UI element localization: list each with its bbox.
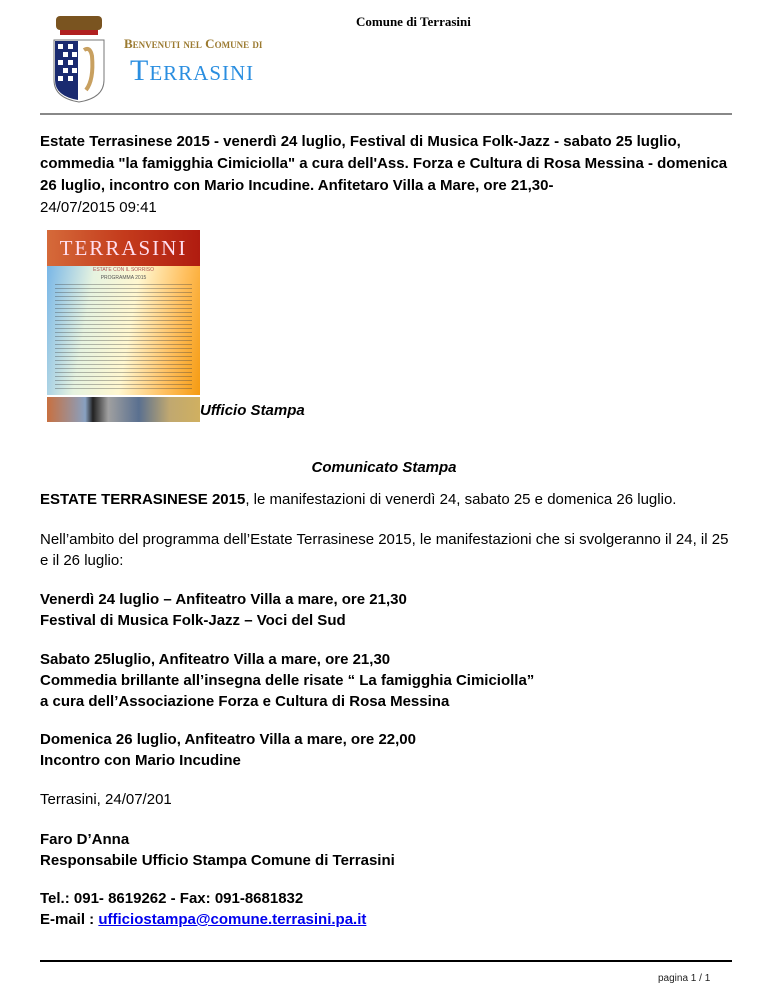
logo-line1: Benvenuti nel Comune di (124, 36, 263, 51)
article-title: Estate Terrasinese 2015 - venerdì 24 luglio, Festival di Musica Folk-Jazz - sabato 25 luglio, commedia "la famigghia Cimiciolla" a cura dell'Ass. Forza e Cultura di Rosa Messina - domenica 26 luglio, incontro con Mario Incudine. Anfitetaro Villa a Mare, ore 21,30- (40, 133, 728, 194)
email-link[interactable]: ufficiostampa@comune.terrasini.pa.it (98, 911, 367, 928)
event-line: Commedia brillante all’insegna delle risate “ La famigghia Cimiciolla” (40, 672, 535, 689)
logo-line2: Terrasini (130, 54, 255, 87)
intro-rest: , le manifestazioni di venerdì 24, sabato 25 e domenica 26 luglio. (245, 491, 677, 508)
event-line: Incontro con Mario Incudine (40, 752, 241, 769)
terrasini-logo (50, 10, 320, 110)
intro (40, 489, 730, 510)
intro-bold: ESTATE TERRASINESE 2015 (40, 491, 246, 508)
phone-fax: Tel.: 091- 8619262 - Fax: 091-8681832 (40, 890, 304, 907)
signature (40, 829, 730, 871)
site-title: Comune di Terrasini (356, 14, 471, 29)
header-divider (40, 113, 732, 115)
footer-divider (40, 960, 732, 962)
photo-strip (47, 397, 200, 422)
contacts (40, 888, 730, 930)
article-datetime: 24/07/2015 09:41 (40, 199, 157, 216)
signature-role: Responsabile Ufficio Stampa Comune di Terrasini (40, 852, 395, 869)
intro-paragraph: Nell’ambito del programma dell’Estate Terrasinese 2015, le manifestazioni che si svolgeranno il 24, il 25 e il 26 luglio: (40, 531, 729, 569)
event-saturday (40, 649, 730, 712)
event-line: Festival di Musica Folk-Jazz – Voci del Sud (40, 612, 346, 629)
poster-subtitle: ESTATE CON IL SORRISO (92, 267, 155, 273)
section-heading: Comunicato Stampa (311, 459, 457, 476)
event-line: Domenica 26 luglio, Anfiteatro Villa a mare, ore 22,00 (40, 731, 416, 748)
email-label: E-mail : (40, 911, 99, 928)
event-sunday (40, 729, 730, 771)
event-line: a cura dell’Associazione Forza e Cultura di Rosa Messina (40, 693, 450, 710)
event-friday (40, 589, 730, 631)
poster-heading: PROGRAMMA 2015 (100, 275, 147, 281)
page-number: pagina 1 / 1 (658, 973, 711, 984)
office-label: Ufficio Stampa (200, 402, 305, 419)
place-date: Terrasini, 24/07/201 (40, 791, 172, 808)
poster-program-lines (55, 284, 192, 391)
signature-name: Faro D’Anna (40, 831, 130, 848)
program-poster (47, 230, 200, 395)
coat-of-arms-icon (50, 10, 120, 110)
event-line: Sabato 25luglio, Anfiteatro Villa a mare, ore 21,30 (40, 651, 391, 668)
poster-title: TERRASINI (59, 236, 188, 260)
event-line: Venerdì 24 luglio – Anfiteatro Villa a mare, ore 21,30 (40, 591, 407, 608)
